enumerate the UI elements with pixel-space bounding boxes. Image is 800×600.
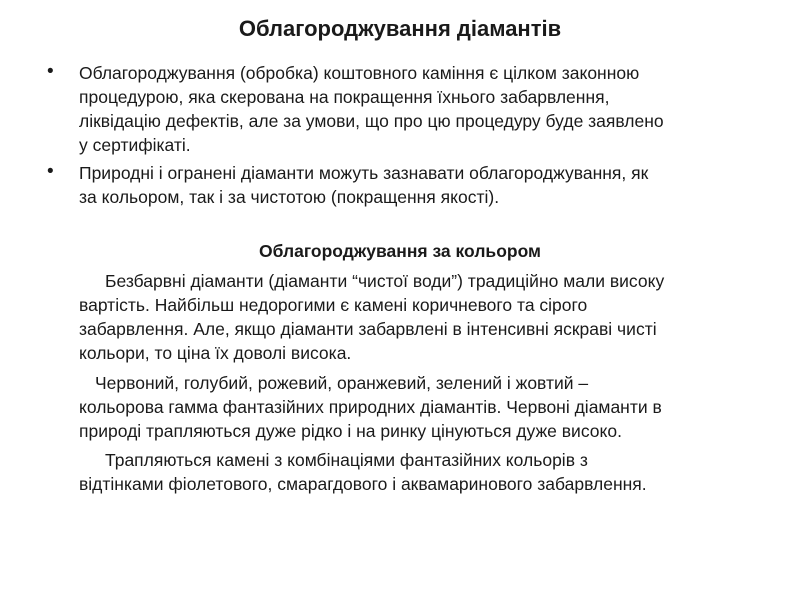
bullet-marker-1: • — [47, 61, 54, 82]
bullet-marker-2: • — [47, 161, 54, 182]
paragraph-1-line-1: Безбарвні діаманти (діаманти “чистої води”) традиційно мали високу — [105, 271, 665, 291]
bullet-1-line-4: у сертифікаті. — [79, 135, 191, 155]
paragraph-3-line-2: відтінками фіолетового, смарагдового і аквамаринового забарвлення. — [79, 474, 647, 494]
paragraph-2-line-3: природі трапляються дуже рідко і на ринку цінуються дуже високо. — [79, 421, 622, 441]
bullet-1-line-3: ліквідацію дефектів, але за умови, що про цю процедуру буде заявлено — [79, 111, 664, 131]
paragraph-1-line-4: кольори, то ціна їх доволі висока. — [79, 343, 352, 363]
bullet-2-line-1: Природні і огранені діаманти можуть зазнавати облагороджування, як — [79, 163, 649, 183]
paragraph-2-line-1: Червоний, голубий, рожевий, оранжевий, зелений і жовтий – — [95, 373, 589, 393]
bullet-1-line-1: Облагороджування (обробка) коштовного каміння є цілком законною — [79, 63, 640, 83]
section-subtitle: Облагороджування за кольором — [259, 241, 541, 261]
paragraph-3-line-1: Трапляються камені з комбінаціями фантазійних кольорів з — [105, 450, 588, 470]
paragraph-1-line-3: забарвлення. Але, якщо діаманти забарвлені в інтенсивні яскраві чисті — [79, 319, 657, 339]
bullet-1-line-2: процедурою, яка скерована на покращення їхнього забарвлення, — [79, 87, 610, 107]
paragraph-1-line-2: вартість. Найбільш недорогими є камені коричневого та сірого — [79, 295, 588, 315]
bullet-2-line-2: за кольором, так і за чистотою (покращення якості). — [79, 187, 500, 207]
slide-title: Облагороджування діамантів — [238, 16, 562, 41]
paragraph-2-line-2: кольорова гамма фантазійних природних діамантів. Червоні діаманти в — [79, 397, 662, 417]
